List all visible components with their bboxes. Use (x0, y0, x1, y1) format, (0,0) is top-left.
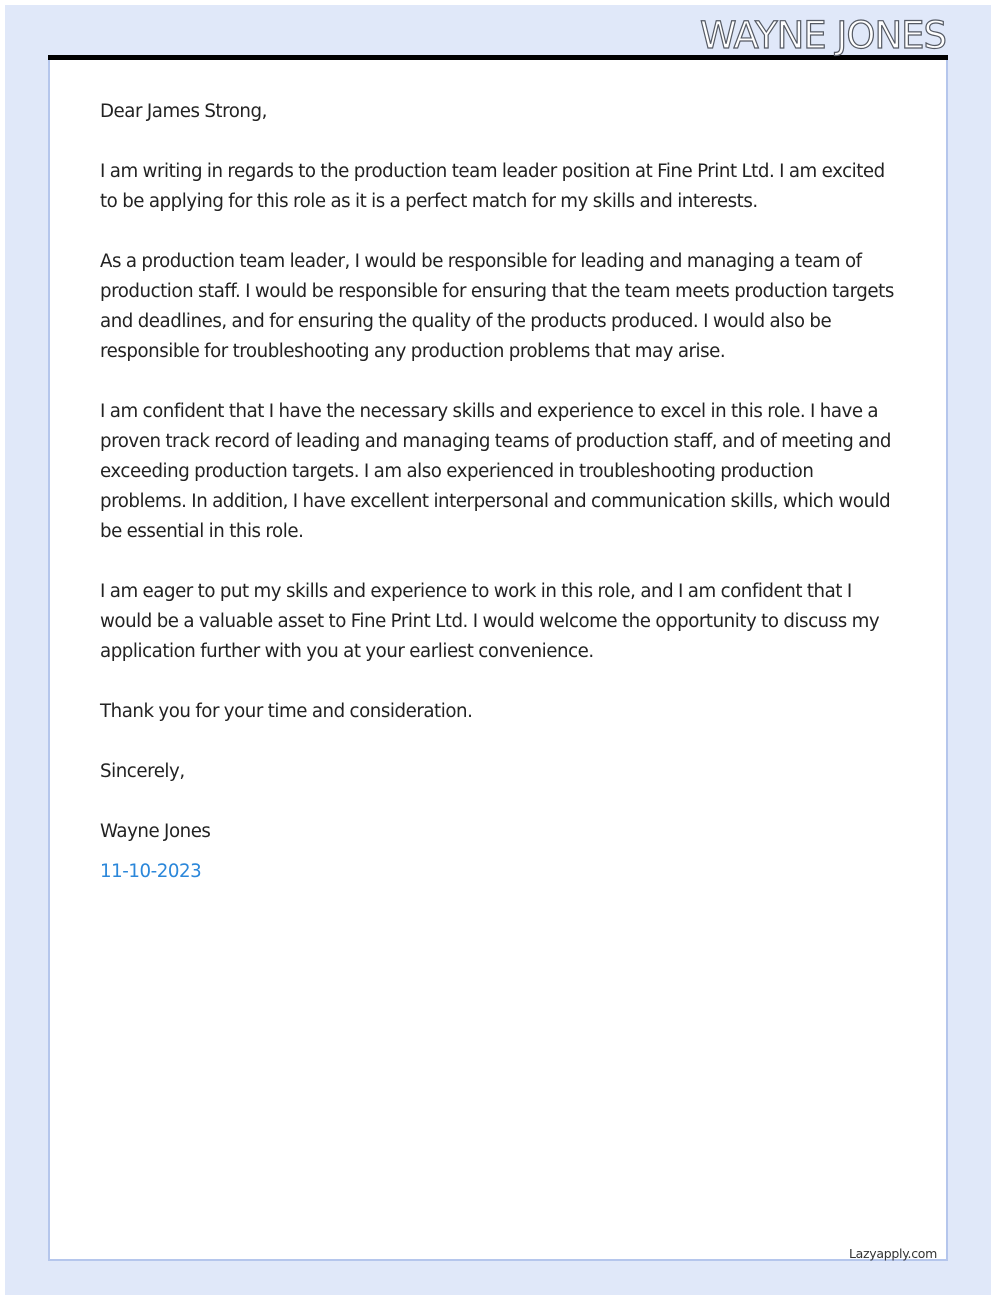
closing: Sincerely, (100, 761, 185, 782)
signature-name: Wayne Jones (100, 821, 211, 842)
salutation: Dear James Strong, (100, 101, 267, 122)
letter-paragraph: Thank you for your time and consideration. (100, 701, 473, 722)
letter-body (100, 97, 900, 887)
letter-paragraph: I am writing in regards to the production team leader position at Fine Print Ltd. I am excited to be applying for this role as it is a perfect match for my skills and interests. (100, 161, 885, 212)
applicant-name-heading: WAYNE JONES (700, 14, 946, 57)
footer-credit: Lazyapply.com (849, 1246, 937, 1261)
letter-paragraph: I am eager to put my skills and experience to work in this role, and I am confident that I would be a valuable asset to Fine Print Ltd. I would welcome the opportunity to discuss my application further with you at your earliest convenience. (100, 581, 880, 662)
letter-paragraph: As a production team leader, I would be responsible for leading and managing a team of production staff. I would be responsible for ensuring that the team meets production targets and deadlines, and for ensuring the quality of the products produced. I would also be responsible for troubleshooting any production problems that may arise. (100, 251, 894, 362)
letter-paragraph: I am confident that I have the necessary skills and experience to excel in this role. I have a proven track record of leading and managing teams of production staff, and of meeting and exceeding production targets. I am also experienced in troubleshooting production problems. In addition, I have excellent interpersonal and communication skills, which would be essential in this role. (100, 401, 892, 542)
letter-date: 11-10-2023 (100, 861, 202, 882)
